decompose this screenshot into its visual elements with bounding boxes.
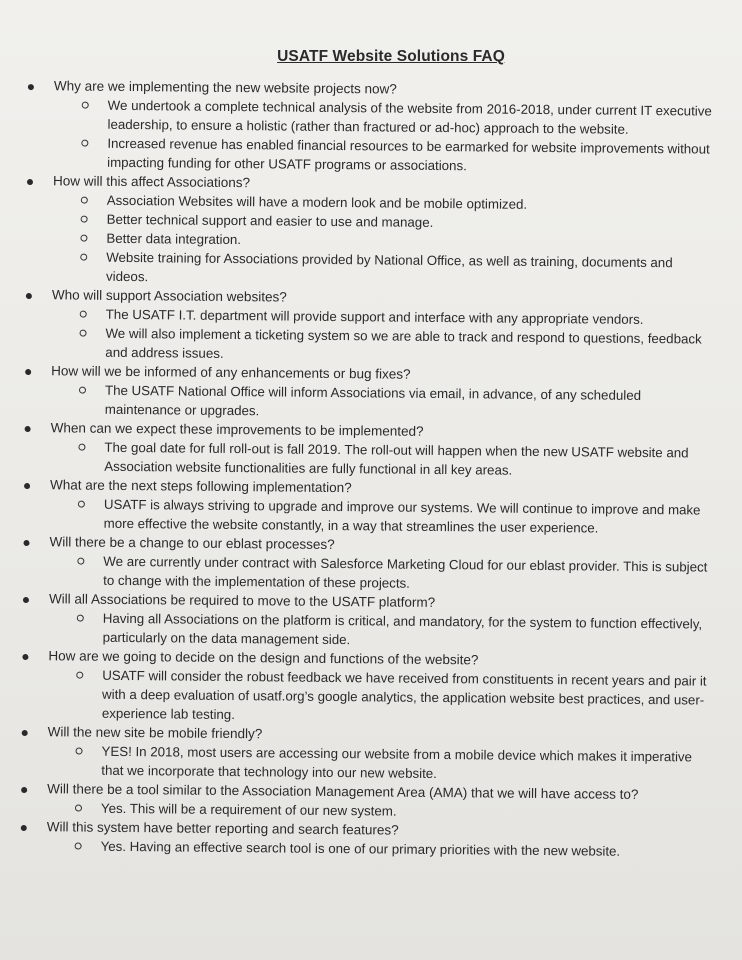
circle-bullet-icon (78, 444, 85, 451)
bullet-icon (23, 540, 29, 546)
faq-answer (17, 741, 717, 786)
answer-text: USATF is always striving to upgrade and improve our systems. We will continue to improve and make more effective the website constantly, in a way that streamlines the user experience. (103, 496, 701, 536)
question-text: When can we expect these improvements to be implemented? (50, 420, 424, 439)
circle-bullet-icon (75, 748, 82, 755)
answer-text: The goal date for full roll-out is fall 2019. The roll-out will happen when the new USATF website and Association website functionalities are fully functional in all key areas. (104, 439, 689, 478)
circle-bullet-icon (80, 235, 87, 242)
bullet-icon (24, 483, 30, 489)
circle-bullet-icon (81, 140, 88, 147)
circle-bullet-icon (81, 197, 88, 204)
circle-bullet-icon (81, 216, 88, 223)
answer-text: Increased revenue has enabled financial resources to be earmarked for website improvements without impacting funding for other USATF programs or associations. (107, 135, 710, 174)
bullet-icon (27, 179, 33, 185)
answer-text: Having all Associations on the platform is critical, and mandatory, for the system to function effectively, particularly on the data management side. (102, 610, 703, 648)
faq-list (17, 76, 724, 862)
question-text: Will there be a change to our eblast processes? (49, 534, 335, 553)
circle-bullet-icon (80, 254, 87, 261)
answer-text: The USATF National Office will inform Associations via email, in advance, of any scheduled maintenance or upgrades. (104, 382, 642, 419)
bullet-icon (23, 597, 29, 603)
answer-text: USATF will consider the robust feedback we have received from constituents in recent years and pair it with a deep evaluation of usatf.org’s google analytics, the application website best practices, and user-experience lab testing. (101, 667, 707, 723)
bullet-icon (22, 730, 28, 736)
answer-text: Yes. Having an effective search tool is one of our primary priorities with the new website. (100, 838, 621, 859)
answer-text: Yes. This will be a requirement of our new system. (100, 800, 397, 819)
answer-text: YES! In 2018, most users are accessing our website from a mobile device which makes it imperative that we incorporate that technology into our new website. (101, 743, 693, 781)
answer-list (23, 95, 724, 178)
circle-bullet-icon (77, 558, 84, 565)
answer-text: Website training for Associations provided by National Office, as well as training, documents and videos. (106, 249, 673, 285)
question-text: How will this affect Associations? (52, 173, 251, 191)
answer-text: We will also implement a ticketing system so we are able to track and respond to questions, feedback and address issues. (105, 325, 702, 361)
answer-text: Better technical support and easier to use and manage. (106, 211, 434, 230)
answer-list (22, 190, 723, 292)
bullet-icon (21, 787, 27, 793)
answer-text: Better data integration. (106, 230, 242, 248)
bullet-icon (22, 654, 28, 660)
circle-bullet-icon (79, 387, 86, 394)
question-text: How are we going to decide on the design and functions of the website? (48, 648, 479, 668)
faq-answer (20, 494, 720, 539)
question-text: Will this system have better reporting and search features? (46, 819, 399, 838)
answer-text: We are currently under contract with Salesforce Marketing Cloud for our eblast provider. This is subject to change with the implementation of these projects. (103, 553, 708, 591)
question-text: How will we be informed of any enhancements or bug fixes? (51, 363, 411, 382)
bullet-icon (25, 369, 31, 375)
faq-answer (20, 437, 720, 482)
answer-list (20, 437, 720, 482)
answer-list (17, 741, 717, 786)
circle-bullet-icon (77, 615, 84, 622)
circle-bullet-icon (82, 102, 89, 109)
circle-bullet-icon (78, 501, 85, 508)
circle-bullet-icon (75, 843, 82, 850)
circle-bullet-icon (75, 805, 82, 812)
bullet-icon (28, 84, 34, 90)
bullet-icon (26, 293, 32, 299)
bullet-icon (21, 825, 27, 831)
answer-text: We undertook a complete technical analysis of the website from 2016-2018, under current IT executive leadership, to ensure a holistic (rather than fractured or ad-hoc) approach to the website. (107, 97, 712, 137)
faq-answer (23, 95, 723, 140)
answer-text: The USATF I.T. department will provide support and interface with any appropriate vendors. (105, 306, 644, 327)
faq-answer (23, 133, 723, 178)
circle-bullet-icon (80, 311, 87, 318)
question-text: Why are we implementing the new website projects now? (53, 78, 397, 97)
answer-list (21, 380, 721, 425)
answer-list (20, 494, 720, 539)
question-text: Who will support Association websites? (51, 287, 287, 305)
answer-list (18, 665, 719, 729)
question-text: Will there be a tool similar to the Association Management Area (AMA) that we will have access to? (47, 781, 639, 802)
question-text: Will the new site be mobile friendly? (47, 724, 263, 742)
faq-answer (18, 665, 719, 729)
bullet-icon (25, 426, 31, 432)
circle-bullet-icon (76, 672, 83, 679)
circle-bullet-icon (80, 330, 87, 337)
answer-text: Association Websites will have a modern look and be mobile optimized. (106, 192, 528, 212)
faq-answer (21, 323, 721, 368)
page-title: USATF Website Solutions FAQ (277, 48, 505, 65)
answer-list (19, 551, 719, 596)
question-text: Will all Associations be required to move to the USATF platform? (48, 591, 436, 610)
faq-answer (21, 380, 721, 425)
answer-list (21, 304, 722, 368)
faq-answer (19, 551, 719, 596)
question-text: What are the next steps following implementation? (50, 477, 352, 496)
